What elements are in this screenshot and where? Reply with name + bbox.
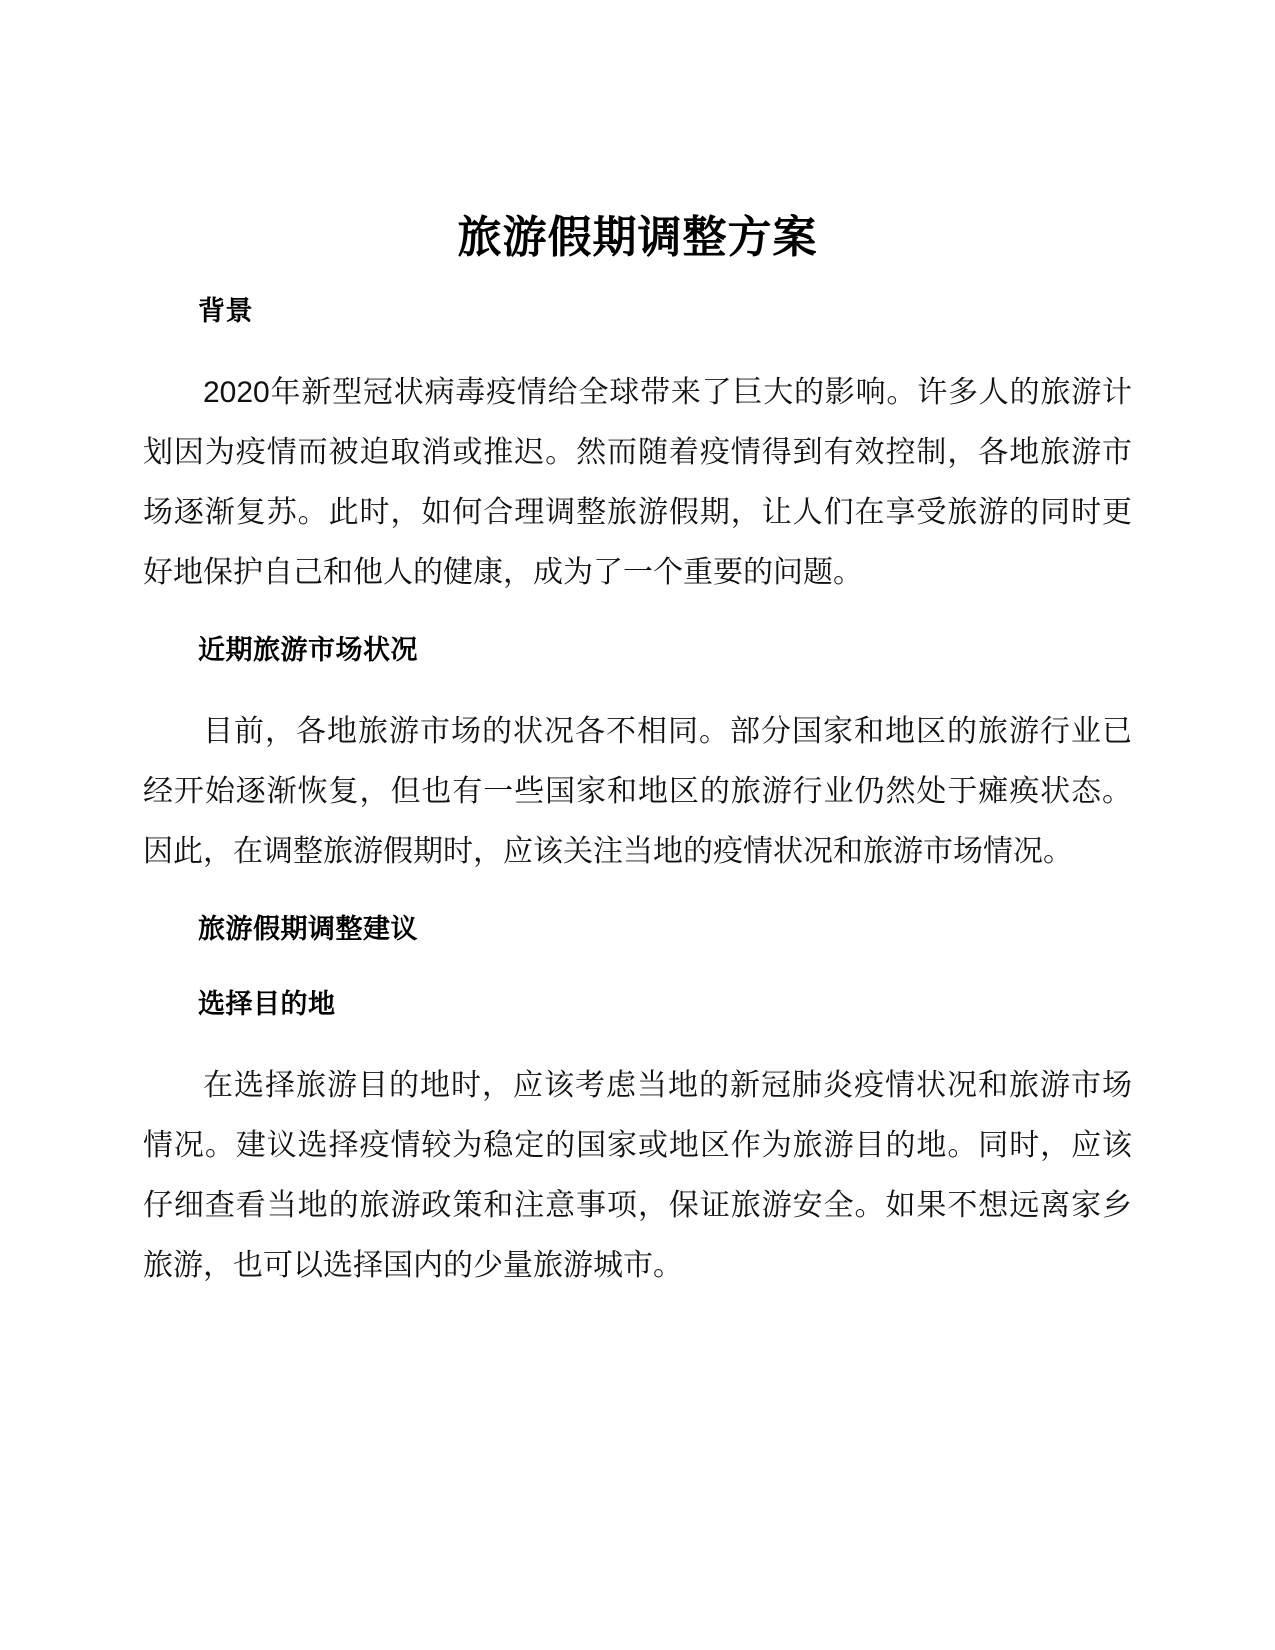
- paragraph-background: 2020年新型冠状病毒疫情给全球带来了巨大的影响。许多人的旅游计划因为疫情而被迫取消或推迟。然而随着疫情得到有效控制，各地旅游市场逐渐复苏。此时，如何合理调整旅游假期，让人们在享受旅游的同时更好地保护自己和他人的健康，成为了一个重要的问题。: [143, 376, 1132, 589]
- section-heading-adjustment-advice: 旅游假期调整建议: [198, 914, 418, 944]
- document-title: 旅游假期调整方案: [457, 213, 818, 262]
- paragraph-market-status: 目前，各地旅游市场的状况各不相同。部分国家和地区的旅游行业已经开始逐渐恢复，但也有一些国家和地区的旅游行业仍然处于瘫痪状态。因此，在调整旅游假期时，应该关注当地的疫情状况和旅游市场情况。: [143, 715, 1132, 868]
- section-heading-market-status: 近期旅游市场状况: [198, 635, 418, 665]
- section-heading-choose-destination: 选择目的地: [198, 989, 336, 1019]
- section-heading-background: 背景: [198, 296, 253, 326]
- paragraph-choose-destination: 在选择旅游目的地时，应该考虑当地的新冠肺炎疫情状况和旅游市场情况。建议选择疫情较为稳定的国家或地区作为旅游目的地。同时，应该仔细查看当地的旅游政策和注意事项，保证旅游安全。如果不想远离家乡旅游，也可以选择国内的少量旅游城市。: [143, 1069, 1132, 1282]
